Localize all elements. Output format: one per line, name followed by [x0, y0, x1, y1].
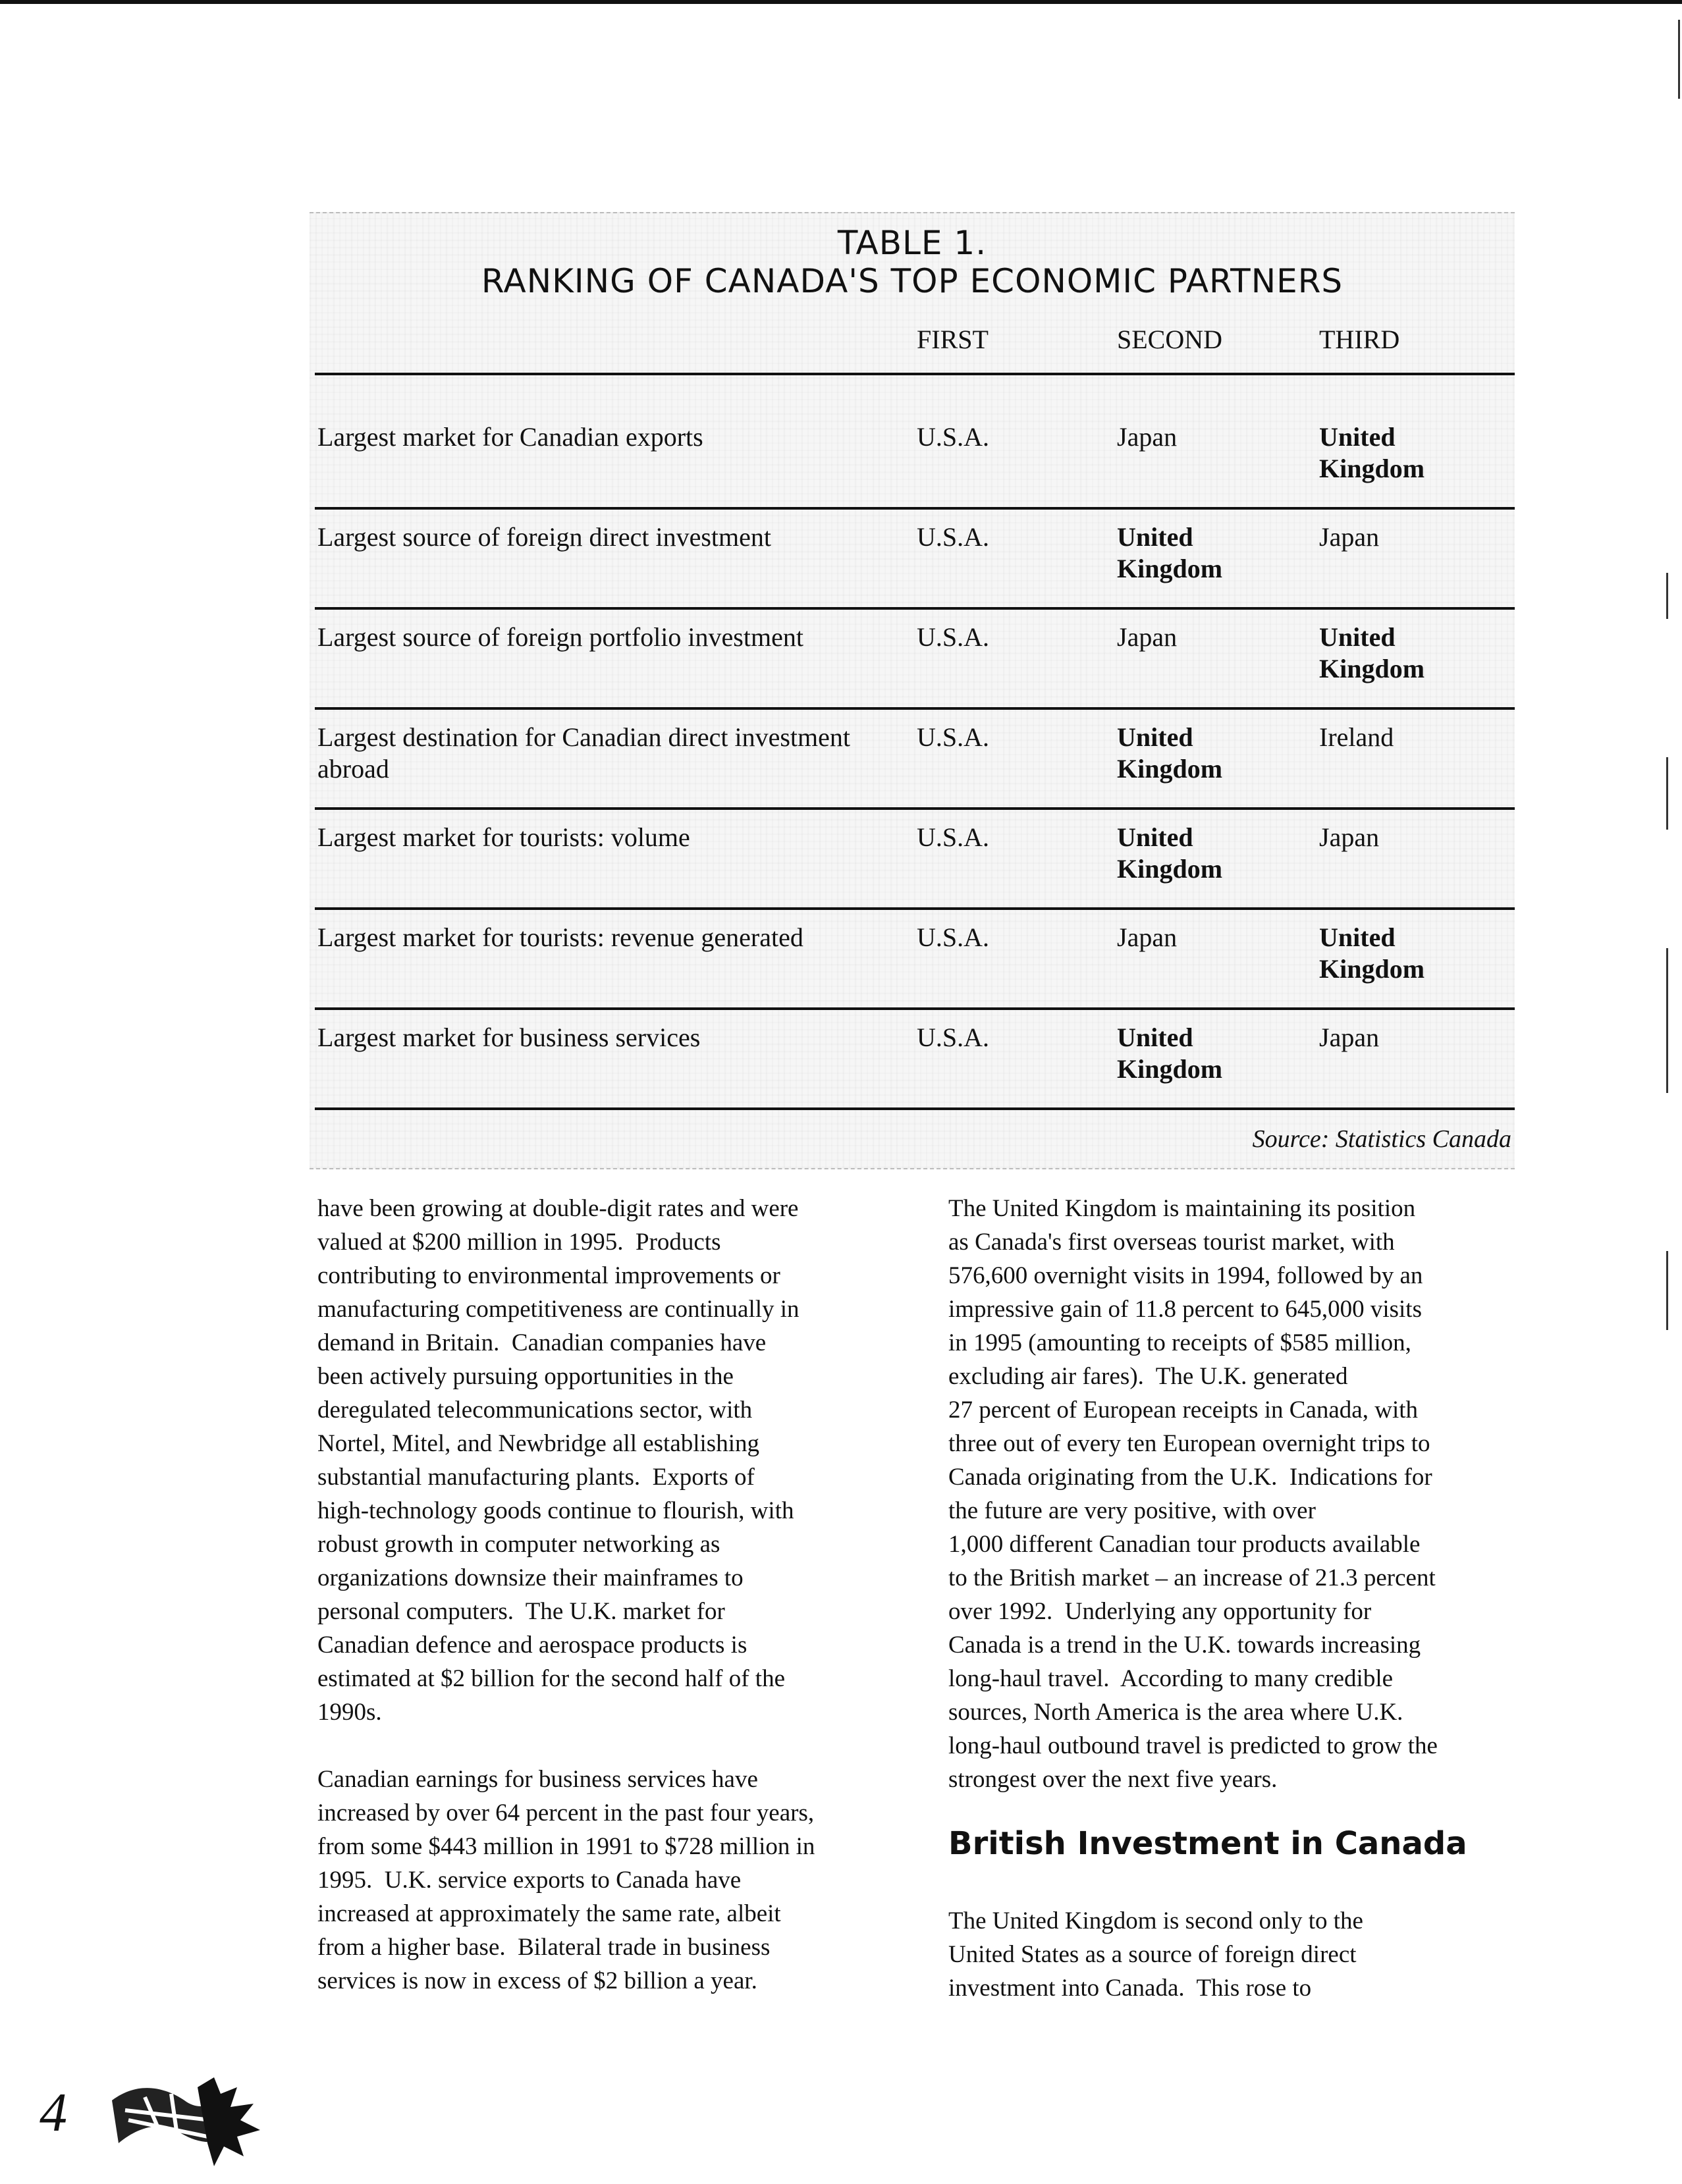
cell-first-line: U.S.A.	[917, 522, 990, 552]
cell-third-line: Kingdom	[1319, 654, 1425, 683]
text-line: investment into Canada. This rose to	[948, 1975, 1312, 2002]
text-line: estimated at $2 billion for the second half of the	[317, 1665, 785, 1692]
text-line: increased by over 64 percent in the past four years,	[317, 1799, 815, 1826]
cell-second	[1117, 722, 1222, 785]
row-label	[317, 922, 803, 953]
cell-second	[1117, 822, 1222, 885]
cell-third	[1319, 622, 1424, 685]
text-line: as Canada's first overseas tourist market, with	[948, 1229, 1395, 1256]
cell-second	[1117, 922, 1177, 953]
cell-first-line: U.S.A.	[917, 622, 990, 652]
cell-first-line: U.S.A.	[917, 422, 990, 452]
cell-third-line: Japan	[1319, 1023, 1380, 1052]
row-label-line: Largest market for business services	[317, 1023, 701, 1052]
margin-mark	[1678, 20, 1680, 99]
text-line: deregulated telecommunications sector, with	[317, 1397, 753, 1424]
text-line: Canada originating from the U.K. Indications for	[948, 1464, 1432, 1491]
margin-mark	[1666, 1027, 1668, 1093]
cell-third-line: Japan	[1319, 822, 1380, 852]
cell-second	[1117, 1022, 1222, 1085]
cell-second-line: Kingdom	[1117, 554, 1223, 583]
cell-second	[1117, 622, 1177, 653]
text-line: The United Kingdom is second only to the	[948, 1907, 1363, 1934]
cell-first-line: U.S.A.	[917, 922, 990, 952]
cell-second-line: United	[1117, 522, 1193, 552]
paragraph	[948, 1904, 1528, 2005]
cell-second	[1117, 521, 1222, 585]
row-label-line: Largest market for Canadian exports	[317, 422, 703, 452]
row-divider	[315, 907, 1515, 910]
cell-third	[1319, 822, 1379, 853]
text-line: increased at approximately the same rate, albeit	[317, 1900, 781, 1927]
text-line: strongest over the next five years.	[948, 1766, 1278, 1793]
text-line: Canadian earnings for business services have	[317, 1766, 758, 1793]
flags-logo-icon	[99, 2074, 270, 2173]
text-line: The United Kingdom is maintaining its position	[948, 1195, 1416, 1222]
text-line: from a higher base. Bilateral trade in business	[317, 1934, 771, 1961]
paragraph	[317, 1763, 897, 1998]
row-label-line: Largest market for tourists: revenue generated	[317, 922, 803, 952]
left-column	[317, 1192, 897, 1998]
text-line: in 1995 (amounting to receipts of $585 million,	[948, 1329, 1411, 1356]
margin-mark	[1666, 948, 1668, 1034]
text-line: Canadian defence and aerospace products is	[317, 1632, 747, 1659]
cell-second-line: United	[1117, 722, 1193, 752]
cell-first-line: U.S.A.	[917, 1023, 990, 1052]
cell-first	[917, 722, 989, 753]
text-line: three out of every ten European overnight trips to	[948, 1430, 1430, 1457]
text-line: excluding air fares). The U.K. generated	[948, 1363, 1348, 1390]
text-line: robust growth in computer networking as	[317, 1531, 720, 1558]
row-label	[317, 622, 803, 653]
cell-third-line: Kingdom	[1319, 954, 1425, 984]
right-column	[948, 1192, 1528, 1796]
cell-third	[1319, 521, 1379, 553]
margin-mark	[1666, 1251, 1668, 1330]
text-line: to the British market – an increase of 21.3 percent	[948, 1564, 1436, 1591]
table-number: TABLE 1.	[837, 224, 987, 262]
table-header-rule	[315, 373, 1515, 375]
page-number: 4	[40, 2082, 67, 2143]
text-line: long-haul outbound travel is predicted to grow the	[948, 1732, 1438, 1759]
top-border-rule	[0, 0, 1682, 4]
cell-second-line: Japan	[1117, 922, 1178, 952]
table-source: Source: Statistics Canada	[1252, 1125, 1511, 1153]
section-heading: British Investment in Canada	[948, 1825, 1467, 1862]
row-divider	[315, 607, 1515, 610]
cell-second-line: United	[1117, 1023, 1193, 1052]
row-label-line: Largest source of foreign portfolio investment	[317, 622, 803, 652]
cell-third-line: United	[1319, 922, 1396, 952]
text-line: United States as a source of foreign direct	[948, 1941, 1357, 1968]
column-header-third: THIRD	[1319, 325, 1400, 354]
cell-first-line: U.S.A.	[917, 722, 990, 752]
cell-third-line: United	[1319, 422, 1396, 452]
text-line: organizations downsize their mainframes to	[317, 1564, 744, 1591]
text-line: been actively pursuing opportunities in the	[317, 1363, 734, 1390]
text-line: personal computers. The U.K. market for	[317, 1598, 725, 1625]
cell-first	[917, 622, 989, 653]
cell-second	[1117, 421, 1177, 453]
row-label	[317, 521, 771, 553]
text-line: high-technology goods continue to flourish, with	[317, 1497, 794, 1524]
row-label	[317, 1022, 700, 1053]
row-divider	[315, 707, 1515, 710]
margin-mark	[1666, 757, 1668, 830]
text-line: Canada is a trend in the U.K. towards increasing	[948, 1632, 1421, 1659]
row-label-line: Largest market for tourists: volume	[317, 822, 690, 852]
cell-third-line: Japan	[1319, 522, 1380, 552]
cell-second-line: Kingdom	[1117, 754, 1223, 784]
cell-second-line: Kingdom	[1117, 854, 1223, 884]
paragraph	[948, 1192, 1528, 1796]
cell-third-line: United	[1319, 622, 1396, 652]
cell-third	[1319, 722, 1394, 753]
text-line: the future are very positive, with over	[948, 1497, 1316, 1524]
cell-first	[917, 521, 989, 553]
row-label	[317, 822, 690, 853]
row-divider	[315, 507, 1515, 510]
cell-first	[917, 1022, 989, 1053]
text-line: Nortel, Mitel, and Newbridge all establishing	[317, 1430, 759, 1457]
text-line: manufacturing competitiveness are continually in	[317, 1296, 800, 1323]
cell-first	[917, 822, 989, 853]
table-title: RANKING OF CANADA'S TOP ECONOMIC PARTNERS	[481, 262, 1343, 300]
text-line: demand in Britain. Canadian companies have	[317, 1329, 767, 1356]
text-line: substantial manufacturing plants. Exports of	[317, 1464, 755, 1491]
text-line: 1,000 different Canadian tour products available	[948, 1531, 1421, 1558]
row-label	[317, 421, 703, 453]
cell-first-line: U.S.A.	[917, 822, 990, 852]
cell-second-line: United	[1117, 822, 1193, 852]
row-label	[317, 722, 850, 785]
paragraph	[317, 1192, 897, 1729]
text-line: 1995. U.K. service exports to Canada have	[317, 1867, 742, 1894]
cell-third-line: Kingdom	[1319, 454, 1425, 483]
row-label-line: abroad	[317, 754, 389, 784]
text-line: 1990s.	[317, 1699, 382, 1726]
row-divider	[315, 1007, 1515, 1010]
text-line: impressive gain of 11.8 percent to 645,000 visits	[948, 1296, 1422, 1323]
text-line: over 1992. Underlying any opportunity for	[948, 1598, 1372, 1625]
text-line: services is now in excess of $2 billion a year.	[317, 1967, 757, 1994]
cell-third	[1319, 421, 1424, 485]
cell-third	[1319, 1022, 1379, 1053]
text-line: sources, North America is the area where U.K.	[948, 1699, 1403, 1726]
cell-second-line: Japan	[1117, 422, 1178, 452]
row-label-line: Largest source of foreign direct investment	[317, 522, 772, 552]
cell-third-line: Ireland	[1319, 722, 1394, 752]
text-line: 27 percent of European receipts in Canada, with	[948, 1397, 1419, 1424]
cell-second-line: Kingdom	[1117, 1054, 1223, 1084]
column-header-second: SECOND	[1117, 325, 1223, 354]
margin-mark	[1666, 573, 1668, 619]
column-header-first: FIRST	[917, 325, 989, 354]
text-line: valued at $200 million in 1995. Products	[317, 1229, 721, 1256]
text-line: 576,600 overnight visits in 1994, followed by an	[948, 1262, 1423, 1289]
cell-first	[917, 922, 989, 953]
row-label-line: Largest destination for Canadian direct investment	[317, 722, 851, 752]
text-line: from some $443 million in 1991 to $728 million in	[317, 1833, 815, 1860]
text-line: long-haul travel. According to many credible	[948, 1665, 1394, 1692]
text-line: have been growing at double-digit rates and were	[317, 1195, 799, 1222]
cell-first	[917, 421, 989, 453]
cell-third	[1319, 922, 1424, 985]
text-line: contributing to environmental improvements or	[317, 1262, 780, 1289]
row-divider	[315, 1107, 1515, 1110]
cell-second-line: Japan	[1117, 622, 1178, 652]
row-divider	[315, 807, 1515, 810]
right-column-continued	[948, 1904, 1528, 2005]
